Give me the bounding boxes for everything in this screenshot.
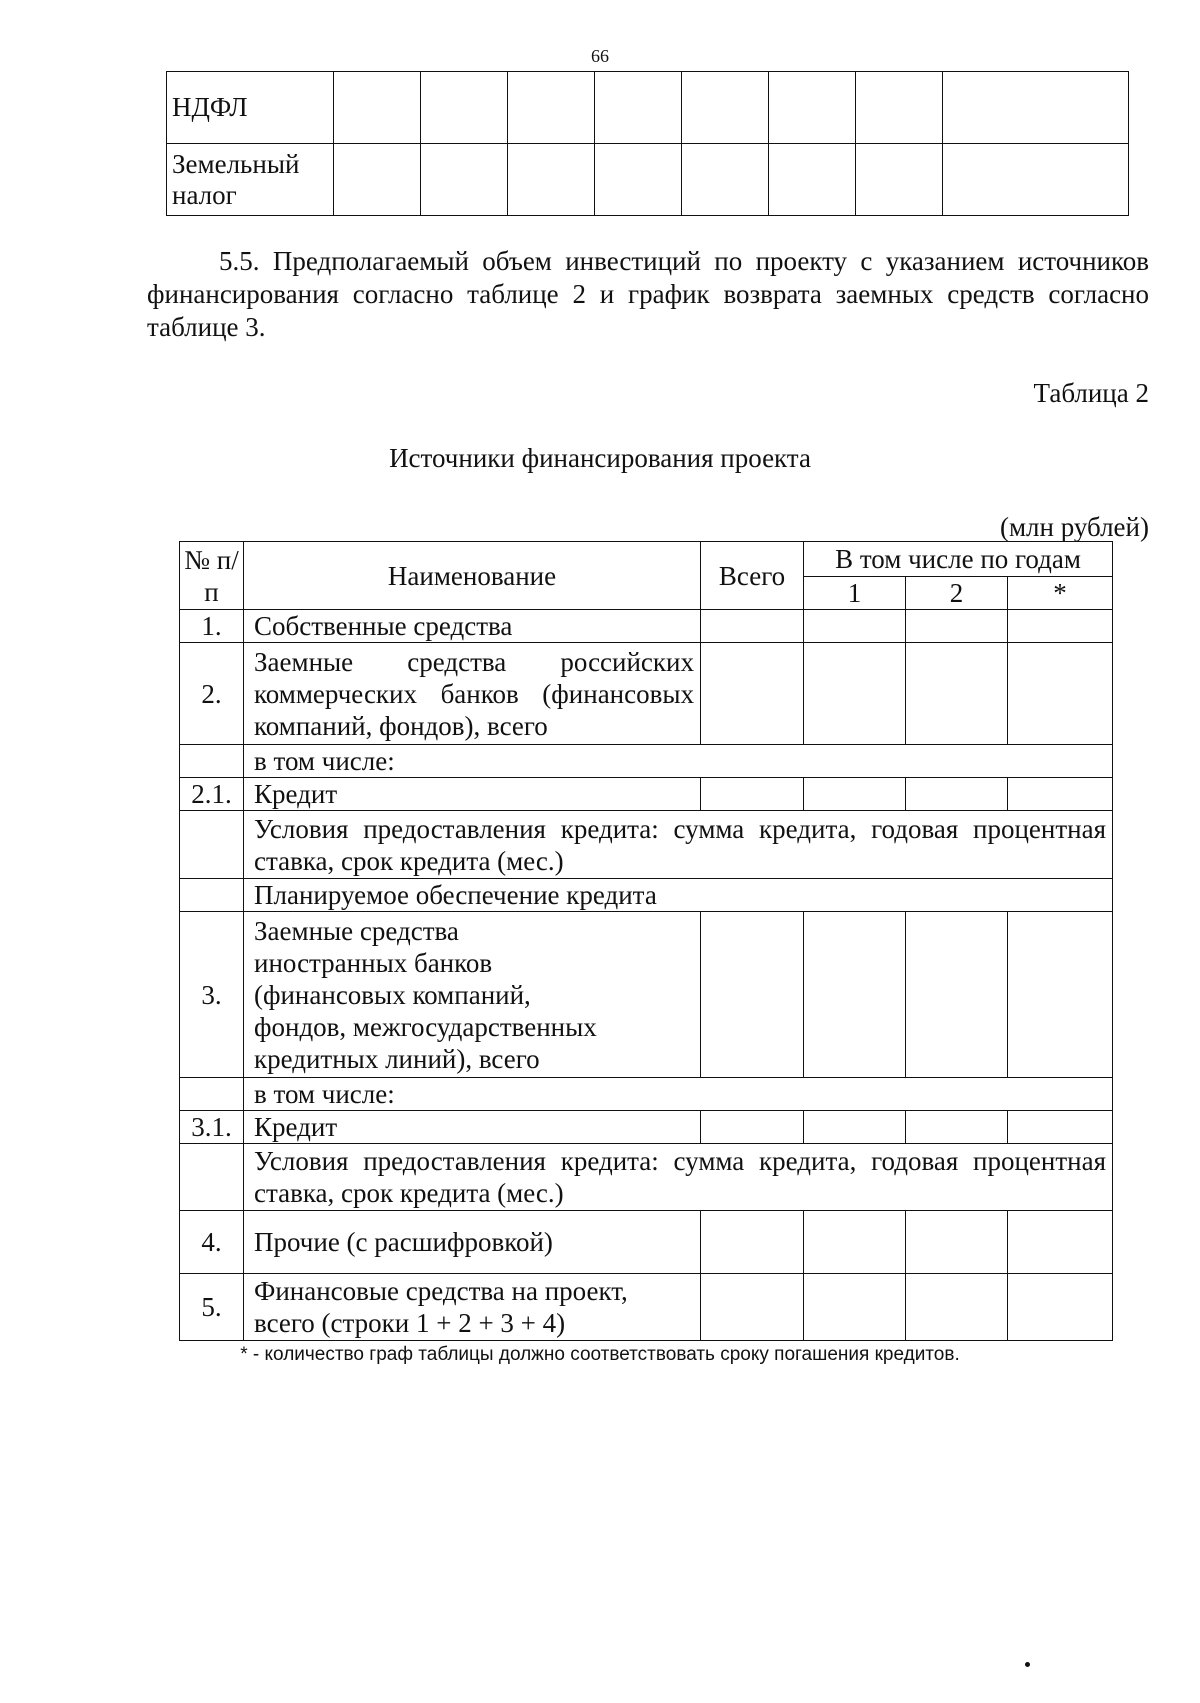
empty-cell <box>421 72 508 144</box>
empty-cell <box>1008 1111 1113 1144</box>
table-row <box>180 1144 1113 1211</box>
table-row <box>180 1111 1113 1144</box>
empty-cell <box>701 1111 804 1144</box>
table-row <box>180 879 1113 912</box>
tax-name-cell: Земельный налог <box>167 144 334 216</box>
tax-name-cell: НДФЛ <box>167 72 334 144</box>
empty-cell <box>1008 1274 1113 1341</box>
header-name: Наименование <box>244 542 701 610</box>
empty-cell <box>906 1111 1008 1144</box>
row-name: Прочие (с расшифровкой) <box>244 1211 701 1274</box>
empty-cell <box>804 1274 906 1341</box>
header-num: № п/п <box>180 542 244 610</box>
table-row <box>180 1211 1113 1274</box>
empty-cell <box>1008 912 1113 1078</box>
header-total: Всего <box>701 542 804 610</box>
header-row <box>180 542 1113 577</box>
footnote: * - количество граф таблицы должно соответствовать сроку погашения кредитов. <box>240 1344 960 1365</box>
empty-cell <box>1008 1211 1113 1274</box>
empty-cell <box>906 610 1008 643</box>
row-num <box>180 879 244 912</box>
row-name: Заемные средства российских коммерческих банков (финансовых компаний, фондов), всего <box>244 643 701 745</box>
row-name: Условия предоставления кредита: сумма кредита, годовая процентная ставка, срок кредита (мес.) <box>244 1144 1113 1211</box>
table-row <box>180 643 1113 745</box>
units-label: (млн рублей) <box>999 512 1149 542</box>
empty-cell <box>804 1211 906 1274</box>
row-num: 3. <box>180 912 244 1078</box>
table-title: Источники финансирования проекта <box>389 443 811 473</box>
empty-cell <box>943 72 1129 144</box>
row-name: Собственные средства <box>244 610 701 643</box>
empty-cell <box>1008 643 1113 745</box>
row-num: 1. <box>180 610 244 643</box>
row-name: Заемные средства иностранных банков (финансовых компаний, фондов, межгосударственных кредитных линий), всего <box>244 912 701 1078</box>
empty-cell <box>804 1111 906 1144</box>
empty-cell <box>769 144 856 216</box>
empty-cell <box>334 72 421 144</box>
empty-cell <box>856 72 943 144</box>
empty-cell <box>1008 610 1113 643</box>
header-year-2: 2 <box>906 577 1008 610</box>
empty-cell <box>906 643 1008 745</box>
empty-cell <box>906 778 1008 811</box>
table-row <box>167 144 1129 216</box>
empty-cell <box>804 610 906 643</box>
row-num <box>180 1078 244 1111</box>
header-year-more: * <box>1008 577 1113 610</box>
row-num: 2.1. <box>180 778 244 811</box>
sources-table <box>179 541 1113 1341</box>
empty-cell <box>804 643 906 745</box>
empty-cell <box>906 1274 1008 1341</box>
empty-cell <box>701 610 804 643</box>
row-name: Финансовые средства на проект, всего (строки 1 + 2 + 3 + 4) <box>244 1274 701 1341</box>
table-row <box>180 811 1113 879</box>
page-number: 66 <box>591 46 609 66</box>
paragraph-5-5: 5.5. Предполагаемый объем инвестиций по проекту с указанием источников финансирования согласно таблице 2 и график возврата заемных средств согласно таблице 3. <box>147 246 1149 342</box>
table-row <box>167 72 1129 144</box>
table-row <box>180 1078 1113 1111</box>
tax-table <box>166 71 1129 216</box>
empty-cell <box>701 912 804 1078</box>
row-num <box>180 811 244 879</box>
row-num <box>180 1144 244 1211</box>
empty-cell <box>856 144 943 216</box>
empty-cell <box>701 1274 804 1341</box>
empty-cell <box>701 643 804 745</box>
row-name: Кредит <box>244 778 701 811</box>
row-name: Условия предоставления кредита: сумма кредита, годовая процентная ставка, срок кредита (мес.) <box>244 811 1113 879</box>
empty-cell <box>595 72 682 144</box>
table-row <box>180 778 1113 811</box>
table-row <box>180 745 1113 778</box>
empty-cell <box>421 144 508 216</box>
row-name: Планируемое обеспечение кредита <box>244 879 1113 912</box>
empty-cell <box>1008 778 1113 811</box>
empty-cell <box>701 778 804 811</box>
header-year-1: 1 <box>804 577 906 610</box>
row-num: 3.1. <box>180 1111 244 1144</box>
empty-cell <box>508 144 595 216</box>
table-row <box>180 610 1113 643</box>
empty-cell <box>906 1211 1008 1274</box>
empty-cell <box>334 144 421 216</box>
empty-cell <box>595 144 682 216</box>
row-num: 2. <box>180 643 244 745</box>
table-row <box>180 912 1113 1078</box>
row-num: 4. <box>180 1211 244 1274</box>
row-num: 5. <box>180 1274 244 1341</box>
empty-cell <box>943 144 1129 216</box>
empty-cell <box>682 144 769 216</box>
scan-dot <box>1025 1662 1030 1667</box>
table-label: Таблица 2 <box>1033 378 1149 408</box>
empty-cell <box>906 912 1008 1078</box>
row-name: Кредит <box>244 1111 701 1144</box>
row-name: в том числе: <box>244 1078 1113 1111</box>
empty-cell <box>508 72 595 144</box>
empty-cell <box>804 778 906 811</box>
empty-cell <box>769 72 856 144</box>
header-by-years: В том числе по годам <box>804 542 1113 577</box>
empty-cell <box>701 1211 804 1274</box>
empty-cell <box>682 72 769 144</box>
empty-cell <box>804 912 906 1078</box>
row-num <box>180 745 244 778</box>
table-row <box>180 1274 1113 1341</box>
row-name: в том числе: <box>244 745 1113 778</box>
